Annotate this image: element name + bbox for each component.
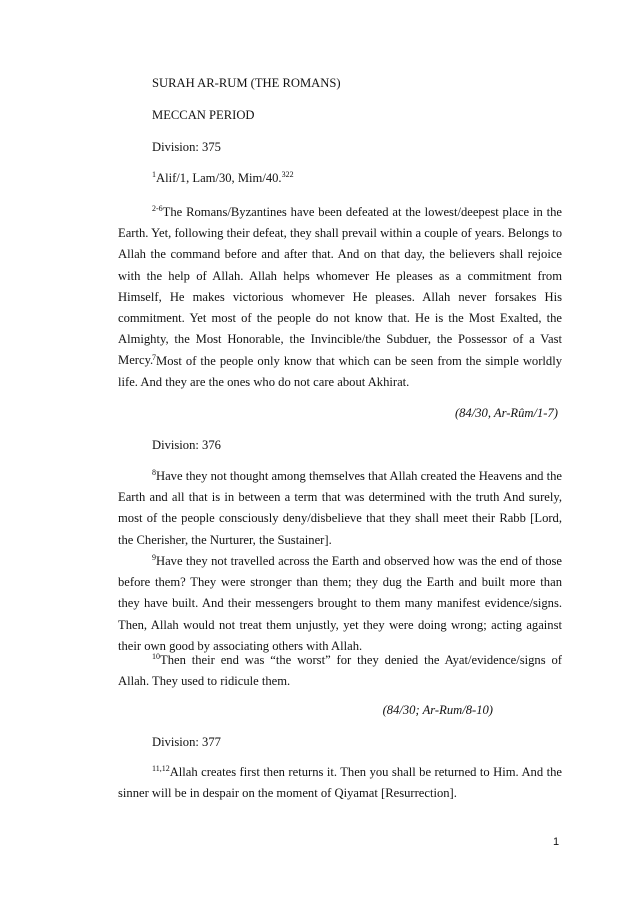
verse-9-paragraph: [118, 551, 562, 657]
verse-text: Alif/1, Lam/30, Mim/40.: [156, 171, 282, 185]
verse-number: 8: [152, 468, 156, 477]
verse-text: Have they not thought among themselves that Allah created the Heavens and the Earth and all that is in between a term that was determined with the truth And surely, most of the people consciously deny/disbelieve that they shall meet their Rabb [Lord, the Cherisher, the Nurturer, the Sustainer].: [118, 469, 562, 547]
verse-text: The Romans/Byzantines have been defeated at the lowest/deepest place in the Earth. Yet, following their defeat, they shall prevail within a couple of years. Belongs to Allah the command before and after that. And on that day, the believers shall rejoice with the help of Allah. Allah helps whomever He pleases as a commitment from Himself, He makes victorious whomever He pleases. Allah never forsakes His commitment. Yet most of the people do not know that. He is the Most Exalted, the Almighty, the Most Honorable, the Invincible/the Subduer, the Possessor of a Vast Mercy.: [118, 205, 562, 368]
verse-2-6-paragraph: [118, 202, 562, 372]
verse-text: Have they not travelled across the Earth and observed how was the end of those before them? They were stronger than them; they dug the Earth and built more than they have built. And their messengers brought to them many manifest evidence/signs. Then, Allah would not treat them unjustly, yet they were doing wrong; acting against their own good by associating others with Allah.: [118, 554, 562, 653]
period-heading: MECCAN PERIOD: [152, 108, 255, 122]
verse-7-paragraph: [118, 351, 562, 393]
reference-1: (84/30, Ar-Rûm/1-7): [454, 406, 558, 420]
verse-1: [152, 170, 294, 186]
reference-2: (84/30; Ar-Rum/8-10): [382, 703, 493, 717]
page-number: 1: [553, 836, 560, 848]
verse-text: Allah creates first then returns it. Then you shall be returned to Him. And the sinner will be in despair on the moment of Qiyamat [Resurrection].: [118, 765, 562, 801]
verse-number: 9: [152, 553, 156, 562]
verse-number: 2-6: [152, 204, 163, 213]
footnote-marker: 322: [281, 170, 294, 179]
division-376: Division: 376: [152, 438, 221, 452]
verse-text: Most of the people only know that which can be seen from the simple worldly life. And they are the ones who do not care about Akhirat.: [118, 354, 562, 390]
verse-number: 1: [152, 170, 156, 179]
division-375: Division: 375: [152, 140, 221, 154]
verse-text: Then their end was “the worst” for they denied the Ayat/evidence/signs of Allah. They used to ridicule them.: [118, 653, 562, 689]
verse-number: 10: [152, 652, 160, 661]
verse-10-paragraph: [118, 650, 562, 692]
division-377: Division: 377: [152, 735, 221, 749]
verse-number: 11,12: [152, 764, 170, 773]
verse-number: 7: [152, 353, 156, 362]
surah-title: SURAH AR-RUM (THE ROMANS): [152, 76, 341, 90]
verse-11-12-paragraph: [118, 762, 562, 804]
verse-8-paragraph: [118, 466, 562, 551]
